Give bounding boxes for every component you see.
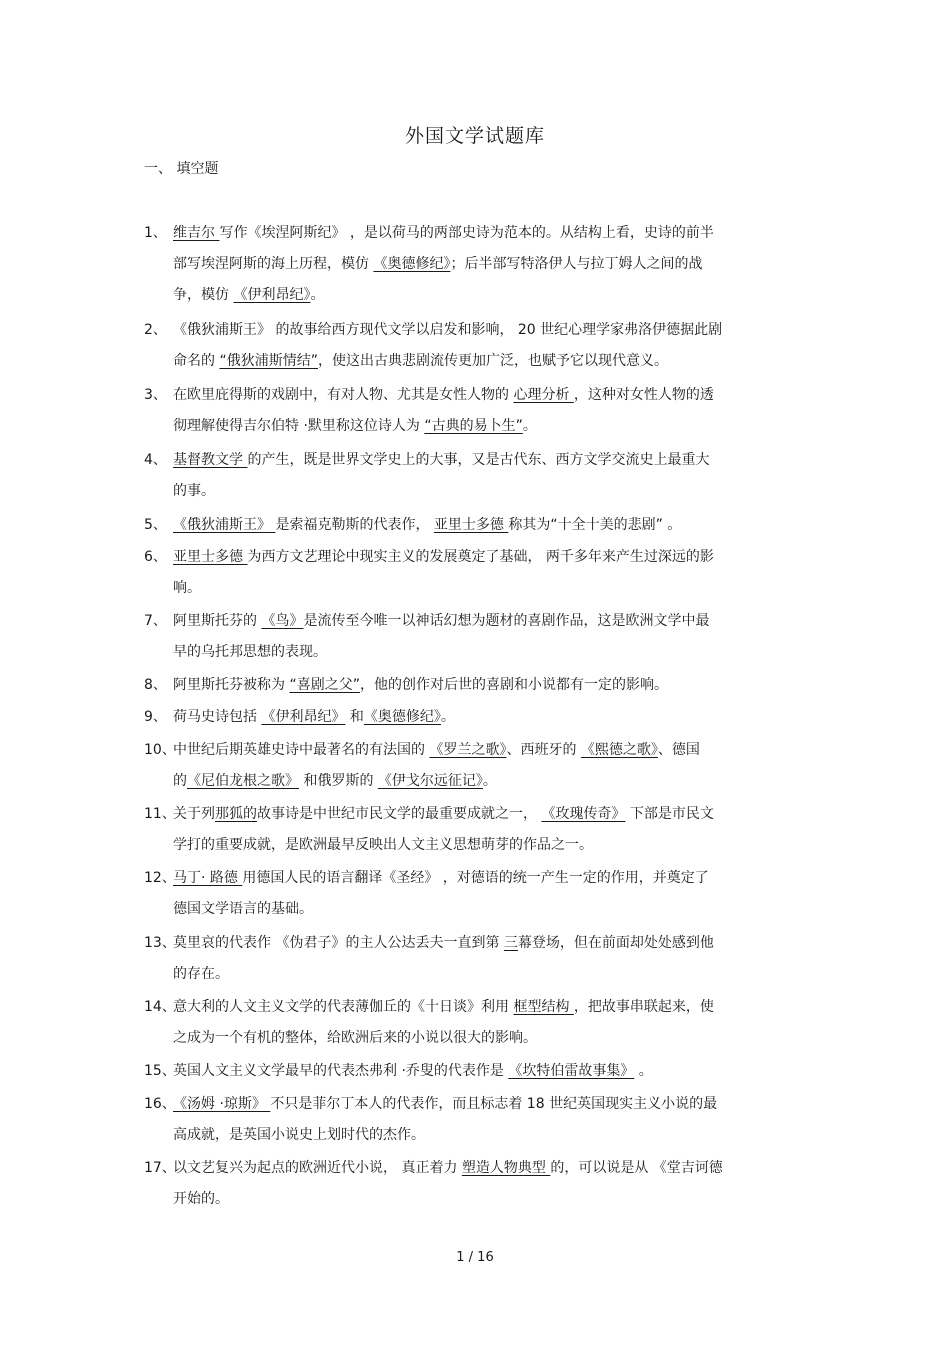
question-text: 的事。 bbox=[173, 483, 215, 499]
answer-blank: 框型结构 bbox=[513, 999, 574, 1015]
question-item bbox=[144, 1153, 804, 1215]
answer-blank: 《汤姆 ·琼斯》 bbox=[173, 1096, 271, 1112]
question-line bbox=[144, 959, 804, 990]
question-line bbox=[144, 1184, 804, 1215]
question-text: 。 bbox=[482, 773, 497, 789]
section-heading: 一、 填空题 bbox=[144, 161, 219, 177]
question-text: 。 bbox=[440, 709, 455, 725]
question-text: 之成为一个有机的整体，给欧洲后来的小说以很大的影响。 bbox=[173, 1030, 537, 1046]
question-item bbox=[144, 542, 804, 604]
question-number: 9、 bbox=[144, 709, 167, 725]
question-text: ；后半部写特洛伊人与拉丁姆人之间的战 bbox=[450, 256, 703, 272]
answer-blank: “古典的易卜生” bbox=[424, 418, 523, 434]
question-text: 、德国 bbox=[657, 742, 700, 758]
answer-blank: 《熙德之歌》 bbox=[580, 742, 658, 758]
question-number: 1、 bbox=[144, 225, 167, 241]
question-line bbox=[144, 766, 804, 797]
question-number: 10、 bbox=[144, 742, 176, 758]
question-number: 15、 bbox=[144, 1063, 176, 1079]
question-line bbox=[144, 573, 804, 604]
question-text: 。 bbox=[522, 418, 537, 434]
question-text: 是索福克勒斯的代表作， bbox=[275, 517, 434, 533]
question-number: 6、 bbox=[144, 549, 167, 565]
question-text: 英国人文主义文学最早的代表杰弗利 ·乔叟的代表作是 bbox=[173, 1063, 509, 1079]
question-item bbox=[144, 735, 804, 797]
question-line bbox=[144, 670, 804, 701]
question-line bbox=[144, 702, 804, 733]
answer-blank: 三 bbox=[503, 935, 518, 951]
question-text: 意大利的人文主义文学的代表薄伽丘的《十日谈》利用 bbox=[173, 999, 514, 1015]
question-number: 3、 bbox=[144, 387, 167, 403]
answer-blank: 《玫瑰传奇》 bbox=[541, 806, 626, 822]
question-text: 以文艺复兴为起点的欧洲近代小说， 真正着力 bbox=[173, 1160, 462, 1176]
question-text: 的产生，既是世界文学史上的大事，又是古代东、西方文学交流史上最重大 bbox=[247, 452, 710, 468]
question-text: 开始的。 bbox=[173, 1191, 229, 1207]
question-text: 阿里斯托芬被称为 bbox=[173, 677, 290, 693]
question-text: ，把故事串联起来，使 bbox=[573, 999, 714, 1015]
question-line bbox=[144, 830, 804, 861]
question-text: 在欧里庇得斯的戏剧中，有对人物、尤其是女性人物的 bbox=[173, 387, 514, 403]
question-text: 学打的重要成就，是欧洲最早反映出人文主义思想萌芽的作品之一。 bbox=[173, 837, 593, 853]
question-text: 争，模仿 bbox=[173, 287, 234, 303]
question-line bbox=[144, 928, 804, 959]
question-item bbox=[144, 670, 804, 701]
answer-blank: “喜剧之父” bbox=[289, 677, 360, 693]
question-line bbox=[144, 218, 804, 249]
question-line bbox=[144, 510, 804, 541]
question-number: 13、 bbox=[144, 935, 176, 951]
question-text: 的，可以说是从 《堂吉诃德 bbox=[550, 1160, 723, 1176]
question-text: 和 bbox=[345, 709, 364, 725]
question-text: 中世纪后期英雄史诗中最著名的有法国的 bbox=[173, 742, 430, 758]
answer-blank: 《罗兰之歌》 bbox=[429, 742, 507, 758]
question-number: 2、 bbox=[144, 322, 167, 338]
question-text: 幕登场，但在前面却处处感到他 bbox=[517, 935, 714, 951]
page-number: 1 / 16 bbox=[456, 1250, 494, 1265]
question-line bbox=[144, 346, 804, 377]
question-text: 关于列 bbox=[173, 806, 215, 822]
question-line bbox=[144, 1023, 804, 1054]
question-item bbox=[144, 863, 804, 925]
document-title: 外国文学试题库 bbox=[404, 125, 545, 147]
question-text: ，他的创作对后世的喜剧和小说都有一定的影响。 bbox=[359, 677, 668, 693]
question-text: 高成就，是英国小说史上划时代的杰作。 bbox=[173, 1127, 425, 1143]
answer-blank: 《鸟》 bbox=[261, 613, 304, 629]
question-item bbox=[144, 606, 804, 668]
question-item bbox=[144, 315, 804, 377]
question-item bbox=[144, 445, 804, 507]
answer-blank: 《伊利昂纪》 bbox=[261, 709, 346, 725]
question-number: 12、 bbox=[144, 870, 176, 886]
question-number: 8、 bbox=[144, 677, 167, 693]
answer-blank: 塑造人物典型 bbox=[461, 1160, 551, 1176]
question-item bbox=[144, 1089, 804, 1151]
question-line bbox=[144, 606, 804, 637]
question-number: 16、 bbox=[144, 1096, 176, 1112]
question-text: 下部是市民文 bbox=[625, 806, 714, 822]
question-text: 、西班牙的 bbox=[506, 742, 581, 758]
answer-blank: 《伊利昂纪》 bbox=[233, 287, 311, 303]
question-number: 5、 bbox=[144, 517, 167, 533]
question-line bbox=[144, 315, 804, 346]
answer-blank: 《伊戈尔远征记》 bbox=[377, 773, 483, 789]
question-line bbox=[144, 992, 804, 1023]
question-line bbox=[144, 1153, 804, 1184]
question-text: 部写埃涅阿斯的海上历程，模仿 bbox=[173, 256, 374, 272]
question-text: 荷马史诗包括 bbox=[173, 709, 262, 725]
question-number: 17、 bbox=[144, 1160, 176, 1176]
question-line bbox=[144, 411, 804, 442]
question-text: ，使这出古典悲剧流传更加广泛，也赋予它以现代意义。 bbox=[317, 353, 668, 369]
question-item bbox=[144, 702, 804, 733]
question-line bbox=[144, 1056, 804, 1087]
question-item bbox=[144, 928, 804, 990]
question-line bbox=[144, 894, 804, 925]
question-item bbox=[144, 380, 804, 442]
answer-blank: “俄狄浦斯情结” bbox=[219, 353, 318, 369]
question-text: 早的乌托邦思想的表现。 bbox=[173, 644, 327, 660]
question-text: 的 bbox=[173, 773, 187, 789]
answer-blank: 维吉尔 bbox=[173, 225, 220, 241]
question-text: 彻理解使得吉尔伯特 ·默里称这位诗人为 bbox=[173, 418, 425, 434]
answer-blank: 那狐的 bbox=[215, 806, 257, 822]
answer-blank: 《尼伯龙根之歌》 bbox=[187, 773, 299, 789]
question-line bbox=[144, 542, 804, 573]
question-text: 和俄罗斯的 bbox=[299, 773, 378, 789]
answer-blank: 《俄狄浦斯王》 bbox=[173, 517, 276, 533]
question-text: 命名的 bbox=[173, 353, 220, 369]
question-item bbox=[144, 218, 804, 311]
answer-blank: 《坎特伯雷故事集》 bbox=[508, 1063, 635, 1079]
question-line bbox=[144, 380, 804, 411]
question-line bbox=[144, 280, 804, 311]
question-text: 阿里斯托芬的 bbox=[173, 613, 262, 629]
question-text: 称其为“十全十美的悲剧” 。 bbox=[508, 517, 682, 533]
question-line bbox=[144, 637, 804, 668]
answer-blank: 《奥德修纪》 bbox=[363, 709, 441, 725]
question-item bbox=[144, 992, 804, 1054]
question-line bbox=[144, 445, 804, 476]
answer-blank: 亚里士多德 bbox=[173, 549, 248, 565]
question-text: 。 bbox=[634, 1063, 653, 1079]
answer-blank: 亚里士多德 bbox=[433, 517, 509, 533]
question-line bbox=[144, 476, 804, 507]
question-line bbox=[144, 863, 804, 894]
question-text: ，这种对女性人物的透 bbox=[573, 387, 714, 403]
question-text: 。 bbox=[310, 287, 325, 303]
question-text: 故事诗是中世纪市民文学的最重要成就之一， bbox=[257, 806, 542, 822]
question-line bbox=[144, 249, 804, 280]
question-line bbox=[144, 799, 804, 830]
answer-blank: 马丁· 路德 bbox=[173, 870, 243, 886]
question-item bbox=[144, 1056, 804, 1087]
question-item bbox=[144, 799, 804, 861]
question-text: 是流传至今唯一以神话幻想为题材的喜剧作品，这是欧洲文学中最 bbox=[303, 613, 710, 629]
question-text: 莫里哀的代表作 《伪君子》的主人公达丢夫一直到第 bbox=[173, 935, 504, 951]
question-item bbox=[144, 510, 804, 541]
question-line bbox=[144, 1089, 804, 1120]
question-number: 4、 bbox=[144, 452, 167, 468]
question-text: 德国文学语言的基础。 bbox=[173, 901, 313, 917]
question-text: 为西方文艺理论中现实主义的发展奠定了基础， 两千多年来产生过深远的影 bbox=[247, 549, 714, 565]
question-text: 用德国人民的语言翻译《圣经》 ，对德语的统一产生一定的作用，并奠定了 bbox=[242, 870, 709, 886]
question-text: 不只是菲尔丁本人的代表作，而且标志着 18 世纪英国现实主义小说的最 bbox=[270, 1096, 718, 1112]
question-number: 14、 bbox=[144, 999, 176, 1015]
question-line bbox=[144, 1120, 804, 1151]
answer-blank: 《奥德修纪》 bbox=[373, 256, 451, 272]
question-line bbox=[144, 735, 804, 766]
answer-blank: 心理分析 bbox=[513, 387, 574, 403]
question-text: 响。 bbox=[173, 580, 201, 596]
question-text: 的存在。 bbox=[173, 966, 229, 982]
answer-blank: 基督教文学 bbox=[173, 452, 248, 468]
question-number: 11、 bbox=[144, 806, 176, 822]
question-text: 写作《埃涅阿斯纪》 ，是以荷马的两部史诗为范本的。从结构上看，史诗的前半 bbox=[219, 225, 714, 241]
question-text: 《俄狄浦斯王》 的故事给西方现代文学以启发和影响， 20 世纪心理学家弗洛伊德据此剧 bbox=[173, 322, 723, 338]
question-number: 7、 bbox=[144, 613, 167, 629]
